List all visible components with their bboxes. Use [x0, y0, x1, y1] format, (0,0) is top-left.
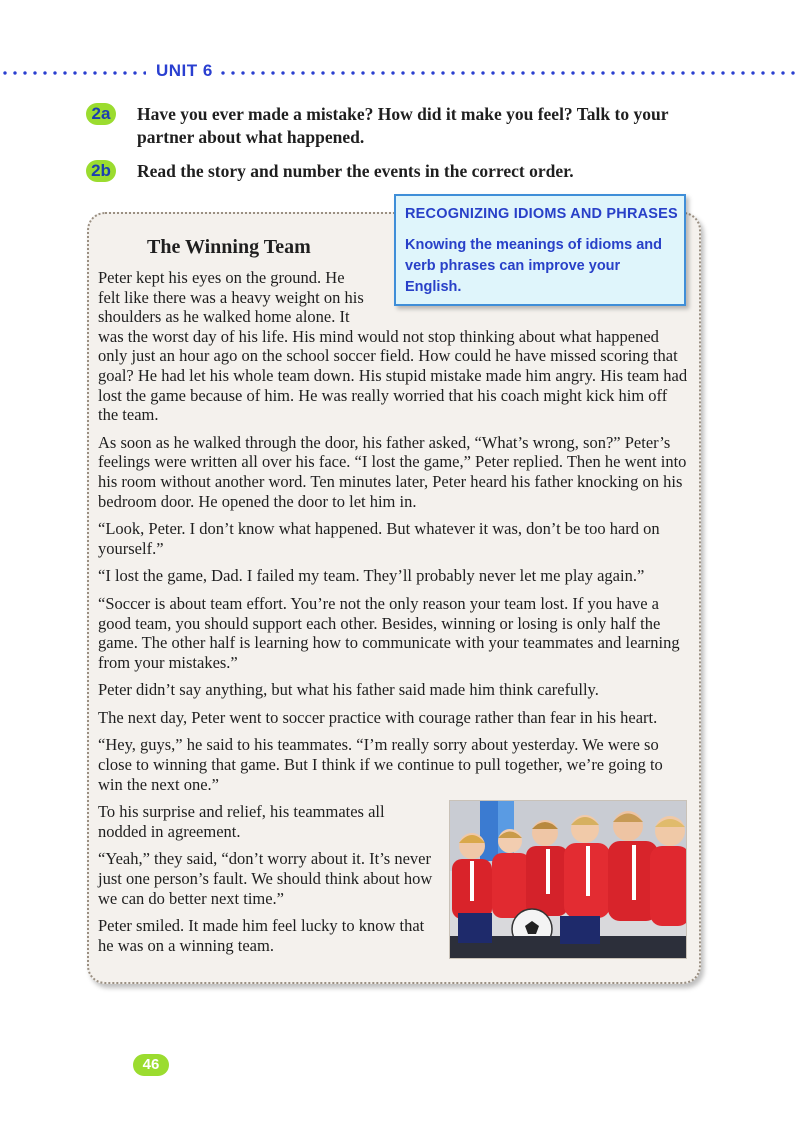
- story-paragraph: As soon as he walked through the door, his father asked, “What’s wrong, son?” Peter’s feelings were written all over his face. “I lost the game,” Peter replied. Then he went into his room without another word. Ten minutes later, Peter heard his father knocking on his bedroom door. He opened the door to let him in.: [98, 432, 687, 511]
- activity-2a: [86, 103, 726, 151]
- unit-header: [0, 60, 800, 86]
- activity-instruction-2b: Read the story and number the events in the correct order.: [137, 161, 574, 181]
- story-paragraph: “Hey, guys,” he said to his teammates. “I’m really sorry about yesterday. We were so close to winning that game. But I think if we continue to pull together, we’re going to win the next one.”: [98, 735, 663, 794]
- story-paragraph: “Look, Peter. I don’t know what happened. But whatever it was, don’t be too hard on yourself.”: [98, 519, 660, 558]
- story-paragraph: “Soccer is about team effort. You’re not the only reason your team lost. If you have a good team, you should support each other. Besides, winning or losing is only half the game. The other half is learning how to communicate with your teammates and learning from your mistakes.”: [98, 593, 680, 672]
- unit-title: UNIT 6: [156, 61, 213, 80]
- activity-badge-2b: 2b: [86, 160, 116, 182]
- story-title: The Winning Team: [147, 236, 311, 258]
- story-paragraph: Peter didn’t say anything, but what his father said made him think carefully.: [98, 680, 599, 700]
- story-paragraph: Peter smiled. It made him feel lucky to know that he was on a winning team.: [98, 916, 425, 955]
- tip-title: RECOGNIZING IDIOMS AND PHRASES: [405, 206, 678, 222]
- story-paragraph: The next day, Peter went to soccer practice with courage rather than fear in his heart.: [98, 707, 658, 727]
- story-paragraph: To his surprise and relief, his teammates all nodded in agreement.: [98, 802, 385, 841]
- story-paragraph: “I lost the game, Dad. I failed my team. They’ll probably never let me play again.”: [98, 566, 645, 586]
- story-paragraph: “Yeah,” they said, “don’t worry about it. It’s never just one person’s fault. We should think about how we can do better next time.”: [98, 849, 433, 908]
- activity-badge-2a: 2a: [86, 103, 116, 125]
- soccer-team-photo: [449, 800, 687, 959]
- story-paragraph: Peter kept his eyes on the ground. He felt like there was a heavy weight on his shoulders as he walked home alone. It was the worst day of his life. His mind would not stop thinking about what happened only just an hour ago on the school soccer field. How could he have missed scoring that goal? He had let his whole team down. His stupid mistake made him angry. His team had lost the game because of him. He was really worried that his coach might kick him off the team.: [98, 268, 688, 425]
- tip-text: Knowing the meanings of idioms and verb phrases can improve your English.: [405, 237, 662, 295]
- page-number: 46: [133, 1054, 169, 1076]
- dotted-rule-left: [0, 71, 146, 75]
- dotted-rule-right: [218, 71, 800, 75]
- activity-instruction-2a: Have you ever made a mistake? How did it make you feel? Talk to your partner about what happened.: [137, 104, 669, 147]
- activity-2b: [86, 160, 726, 186]
- tip-box: [394, 194, 686, 306]
